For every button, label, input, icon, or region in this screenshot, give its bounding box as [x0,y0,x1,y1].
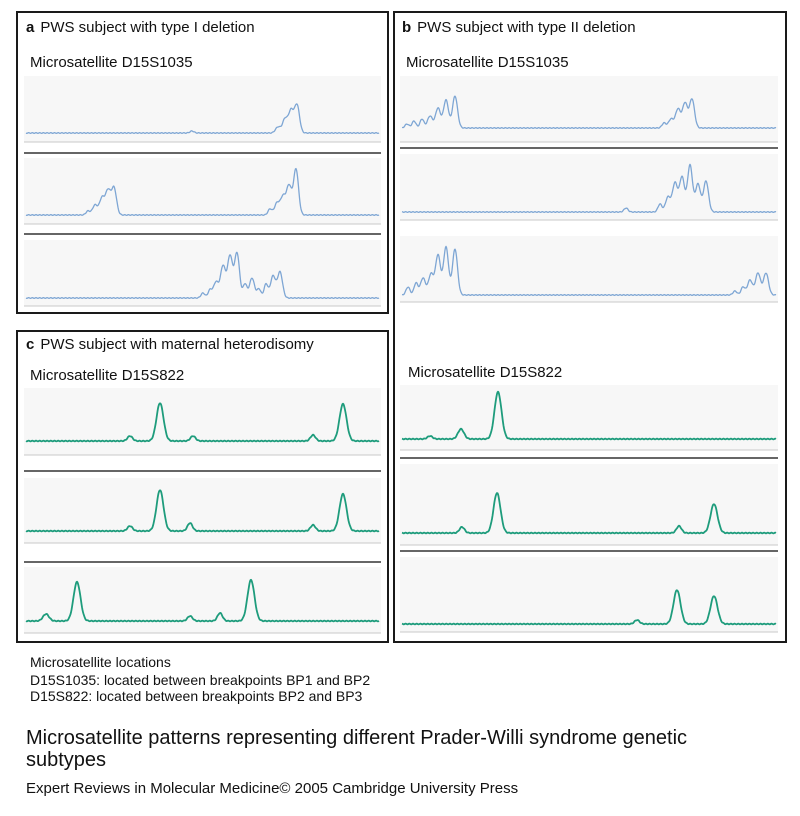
figure-credit: Expert Reviews in Molecular Medicine© 2005 Cambridge University Press [26,780,519,797]
panel-c-subject-trace-background [24,388,381,455]
panel-a-father-trace-strip [24,240,381,306]
panel-b-marker2-label: Microsatellite D15S822 [408,364,563,381]
panel-a-marker-label: Microsatellite D15S1035 [30,54,193,71]
panel-a-letter: a [26,19,35,36]
panel-b-mother-trace-background [400,154,778,220]
panel-a-subject-trace-strip [24,76,381,153]
panel-b2-subject-trace-background [400,385,778,450]
locations-heading: Microsatellite locations [30,654,171,670]
panel-b-title-text: PWS subject with type II deletion [417,19,636,36]
panel-c-title-text: PWS subject with maternal heterodisomy [40,336,314,353]
panel-b-marker-label: Microsatellite D15S1035 [406,54,569,71]
panel-b-father-trace-background [400,236,778,302]
panel-a-mother-trace-strip [24,158,381,234]
panel-b-father-trace-strip [400,236,778,302]
panel-c-subject-trace-strip [24,388,381,471]
panel-b2-subject-trace-strip [400,385,778,458]
panel-b-mother-trace-strip [400,154,778,220]
panel-c-father-trace-background [24,567,381,633]
figure-caption: Microsatellite patterns representing different Prader-Willi syndrome genetic subtypes [26,727,688,771]
panel-c-mother-trace-strip [24,478,381,562]
panel-b2-father-trace-strip [400,557,778,632]
locations-line-2: D15S822: located between breakpoints BP2 and BP3 [30,688,363,704]
panel-c-letter: c [26,336,35,353]
panel-b2-mother-trace-strip [400,464,778,551]
panel-b-letter: b [402,19,412,36]
panel-c-mother-trace-background [24,478,381,543]
panel-c-marker-label: Microsatellite D15S822 [30,367,185,384]
panel-b-subject-trace-strip [400,76,778,148]
panel-a-title-text: PWS subject with type I deletion [40,19,255,36]
locations-line-1: D15S1035: located between breakpoints BP1 and BP2 [30,672,371,688]
panel-a-father-trace-background [24,240,381,306]
panel-c-father-trace-strip [24,567,381,633]
panel-b-subject-trace-background [400,76,778,142]
